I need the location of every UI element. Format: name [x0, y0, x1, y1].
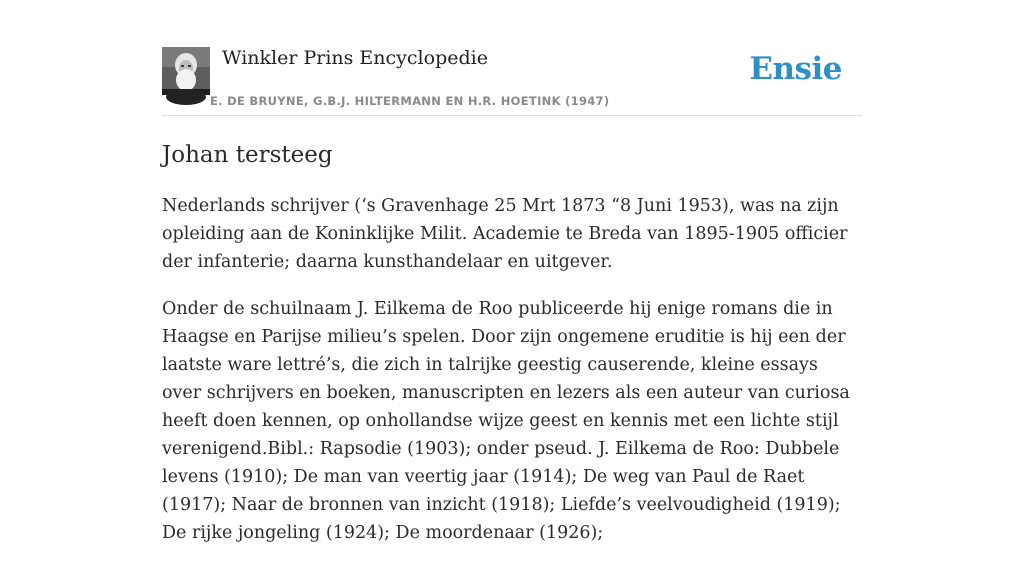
brand-logo-link[interactable]: Ensie	[749, 51, 842, 87]
portrait-image	[162, 47, 210, 95]
portrait-avatar-icon[interactable]	[162, 47, 210, 95]
authors-byline: E. DE BRUYNE, G.B.J. HILTERMANN EN H.R. HOETINK (1947)	[210, 94, 610, 108]
article-paragraph: Nederlands schrijver (‘s Gravenhage 25 Mrt 1873 “8 Juni 1953), was na zijn opleiding aan de Koninklijke Milit. Academie te Breda van 1895-1905 officier der infanterie; daarna kunsthandelaar en uitgever.	[162, 196, 848, 272]
article-body	[162, 192, 862, 566]
article-title: Johan tersteeg	[162, 142, 333, 168]
site-title[interactable]: Winkler Prins Encyclopedie	[222, 47, 488, 69]
article-paragraph: Onder de schuilnaam J. Eilkema de Roo publiceerde hij enige romans die in Haagse en Parijse milieu’s spelen. Door zijn ongemene eruditie is hij een der laatste ware lettré’s, die zich in talrijke geestig causerende, kleine essays over schrijvers en boeken, manuscripten en lezers als een auteur van curiosa heeft doen kennen, op onhollandse wijze geest en kennis met een lichte stijl verenigend.Bibl.: Rapsodie (1903); onder pseud. J. Eilkema de Roo: Dubbele levens (1910); De man van veertig jaar (1914); De weg van Paul de Raet (1917); Naar de bronnen van inzicht (1918); Liefde’s veelvoudigheid (1919); De rijke jongeling (1924); De moordenaar (1926);	[162, 299, 850, 543]
site-header	[162, 0, 862, 116]
page	[162, 0, 862, 543]
